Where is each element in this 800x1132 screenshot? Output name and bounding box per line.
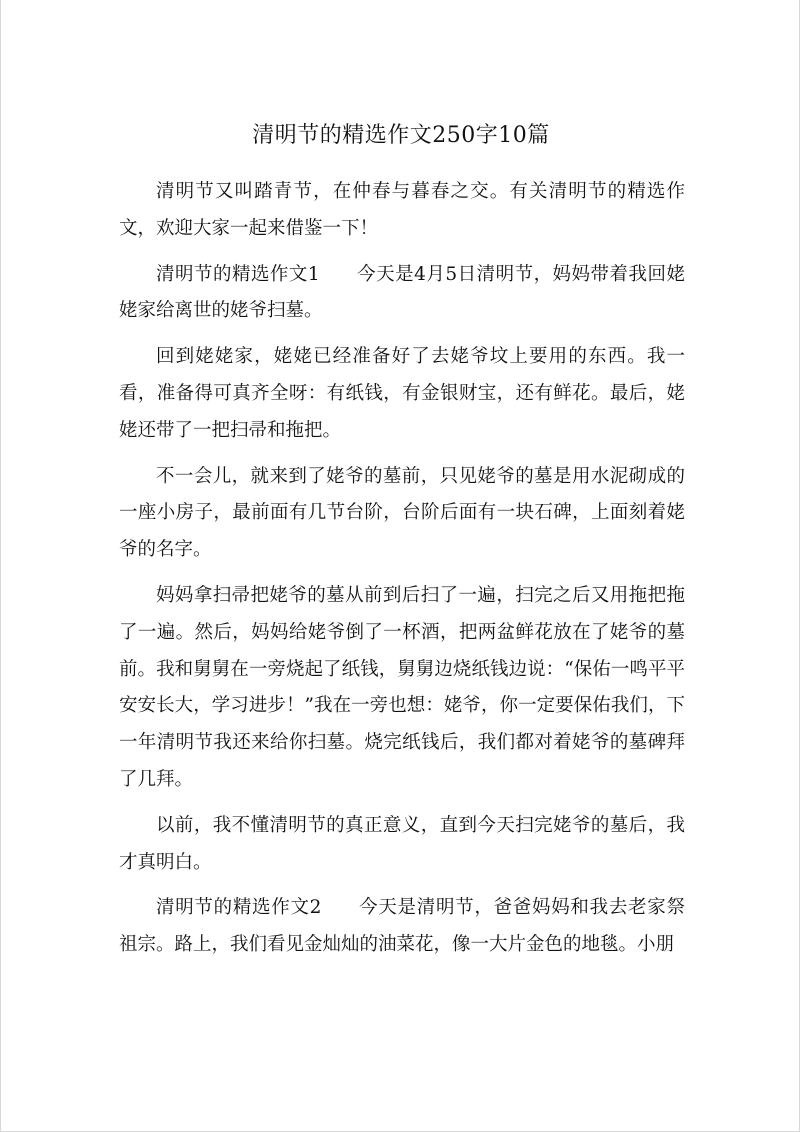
paragraph-essay-2-start [119, 890, 685, 964]
paragraph-essay-1-start [119, 257, 685, 331]
paragraph-text: 清明节又叫踏青节，在仲春与暮春之交。有关清明节的精选作文，欢迎大家一起来借鉴一下！ [119, 181, 685, 239]
paragraph-text: 以前，我不懂清明节的真正意义，直到今天扫完姥爷的墓后，我才真明白。 [119, 814, 685, 873]
paragraph [119, 808, 685, 882]
essay-heading: 清明节的精选作文1 [156, 263, 320, 285]
paragraph-text: 今天是清明节，爸爸妈妈和我去老家祭祖宗。路上，我们看见金灿灿的油菜花，像一大片金色的地毯。小朋 [119, 897, 685, 956]
document-title: 清明节的精选作文250字10篇 [252, 123, 550, 148]
paragraph-text: 今天是4月5日清明节，妈妈带着我回姥姥家给离世的姥爷扫墓。 [119, 263, 685, 322]
document-body [119, 174, 685, 973]
paragraph [119, 578, 685, 799]
paragraph-text: 回到姥姥家，姥姥已经准备好了去姥爷坟上要用的东西。我一看，准备得可真齐全呀：有纸钱，有金银财宝，还有鲜花。最后，姥姥还带了一把扫帚和拖把。 [119, 346, 685, 441]
paragraph-text: 不一会儿，就来到了姥爷的墓前，只见姥爷的墓是用水泥砌成的一座小房子，最前面有几节台阶，台阶后面有一块石碑，上面刻着姥爷的名字。 [119, 465, 685, 561]
paragraph [119, 459, 685, 569]
paragraph [119, 339, 685, 449]
essay-heading: 清明节的精选作文2 [156, 897, 322, 919]
paragraph-text: 妈妈拿扫帚把姥爷的墓从前到后扫了一遍，扫完之后又用拖把拖了一遍。然后，妈妈给姥爷倒了一杯酒，把两盆鲜花放在了姥爷的墓前。我和舅舅在一旁烧起了纸钱，舅舅边烧纸钱边说：“保佑一鸣平平安安长大，学习进步！”我在一旁也想：姥爷，你一定要保佑我们，下一年清明节我还来给你扫墓。烧完纸钱后，我们都对着姥爷的墓碑拜了几拜。 [119, 584, 685, 790]
paragraph-intro [119, 174, 685, 248]
